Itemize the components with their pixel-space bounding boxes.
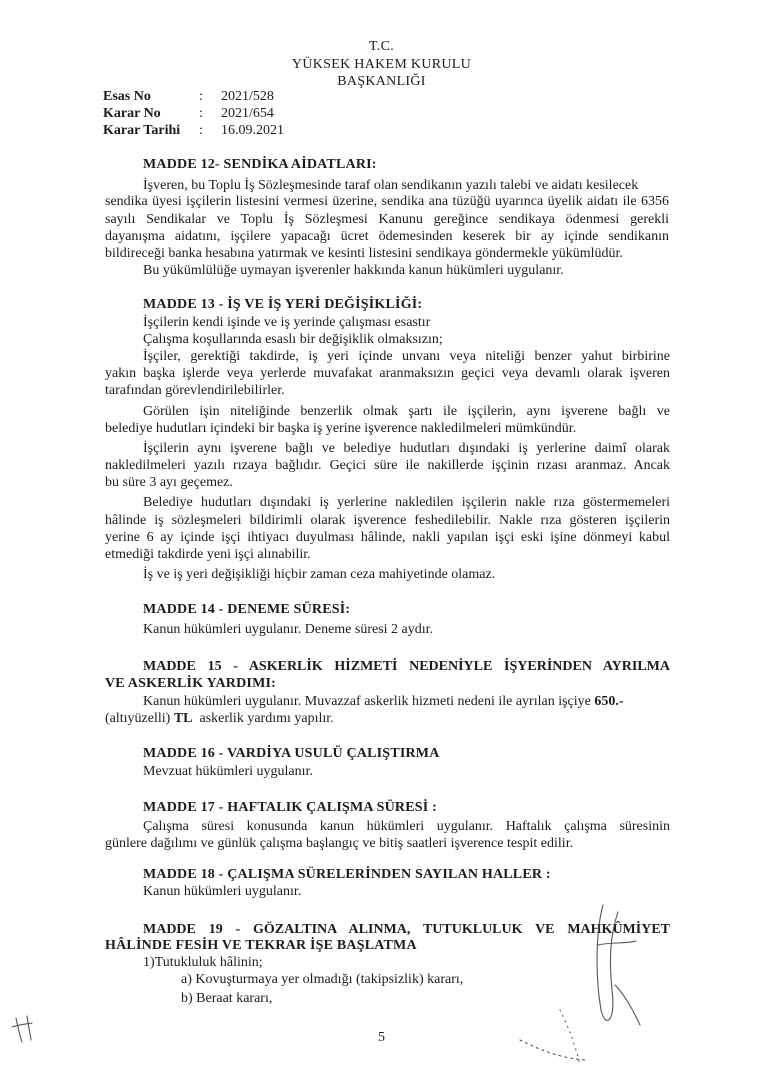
- article-15-text: Kanun hükümleri uygulanır. Muvazzaf askerlik hizmeti nedeni ile ayrılan işçiye: [143, 694, 595, 709]
- article-14-line: Kanun hükümleri uygulanır. Deneme süresi 2 aydır.: [143, 622, 434, 637]
- signature-stroke: [560, 1010, 580, 1065]
- article-15-title: MADDE 15 - ASKERLİK HİZMETİ NEDENİYLE İŞYERİNDEN AYRILMA: [143, 659, 670, 674]
- meta-key: Karar No: [103, 106, 161, 121]
- article-17-title: MADDE 17 - HAFTALIK ÇALIŞMA SÜRESİ :: [143, 800, 437, 815]
- article-15-text: (altıyüzelli): [105, 711, 174, 726]
- article-18-title: MADDE 18 - ÇALIŞMA SÜRELERİNDEN SAYILAN HALLER :: [143, 867, 551, 882]
- article-15-amount: 650.-: [594, 694, 624, 709]
- article-12-line: İşveren, bu Toplu İş Sözleşmesinde taraf olan sendikanın yazılı talebi ve aidatı kesilecek: [143, 178, 639, 193]
- article-19-line: 1)Tutukluluk hâlinin;: [143, 955, 263, 970]
- article-12-line: bildireceği banka hesabına yatırmak ve kesinti listesini sendikaya göndermekle yükümlüdür.: [105, 246, 623, 261]
- meta-value: 2021/528: [221, 89, 274, 104]
- meta-value: 2021/654: [221, 106, 274, 121]
- article-12-title: MADDE 12- SENDİKA AİDATLARI:: [143, 157, 377, 172]
- meta-sep: :: [199, 89, 203, 104]
- article-13-line: hâlinde iş sözleşmeleri bildirimli olarak işverence feshedilebilir. Nakle rıza gösteren işçilerin: [105, 513, 670, 528]
- meta-key: Esas No: [103, 89, 151, 104]
- article-13-line: Belediye hudutları dışındaki iş yerlerine nakledilen işçilerin nakle rıza göstermemeleri: [143, 495, 670, 510]
- article-15-currency: TL: [173, 711, 193, 726]
- article-19-title-cont: HÂLİNDE FESİH VE TEKRAR İŞE BAŞLATMA: [105, 938, 417, 953]
- article-17-line: günlere dağılımı ve günlük çalışma başlangıç ve bitiş saatleri işverence tespit edilir.: [105, 836, 574, 851]
- article-13-line: İşçiler, gerektiği takdirde, iş yeri içinde unvanı veya niteliği benzer yahut birbirine: [143, 349, 670, 364]
- initials-stroke: [12, 1016, 32, 1042]
- article-12-line: sendika üyesi işçilerin listesini vermesi üzerine, sendika ana tüzüğü uyarınca üyelik aidatı ile 6356: [105, 194, 669, 209]
- article-13-line: İşçilerin kendi işinde ve iş yerinde çalışması esastır: [143, 315, 431, 330]
- article-13-line: Çalışma koşullarında esaslı bir değişiklik olmaksızın;: [143, 332, 443, 347]
- header-office: BAŞKANLIĞI: [337, 74, 426, 89]
- signature-stroke: [597, 905, 618, 1020]
- article-12-line: sayılı Sendikalar ve Toplu İş Sözleşmesi Kanunu gereğince sendikaya ödenmesi gerekli: [105, 212, 669, 227]
- article-14-title: MADDE 14 - DENEME SÜRESİ:: [143, 602, 351, 617]
- signature-stroke: [520, 1040, 585, 1060]
- article-13-line: bu süre 3 ayı geçemez.: [105, 475, 233, 490]
- article-13-line: İşçilerin aynı işverene bağlı ve belediye hudutları dışındaki iş yerlerine daimî olarak: [143, 441, 670, 456]
- article-16-line: Mevzuat hükümleri uygulanır.: [143, 764, 313, 779]
- article-15-title-cont: VE ASKERLİK YARDIMI:: [105, 676, 276, 691]
- article-13-line: tarafından görevlendirilebilirler.: [105, 383, 285, 398]
- article-13-line: yerine 6 ay içinde işçi ihtiyacı duyulması hâlinde, nakli yapılan işçi eski işine dönmeyi kabul: [105, 530, 670, 545]
- article-15-text: askerlik yardımı yapılır.: [192, 711, 334, 726]
- article-19-title: MADDE 19 - GÖZALTINA ALINMA, TUTUKLULUK VE MAHKÛMİYET: [143, 922, 670, 937]
- article-18-line: Kanun hükümleri uygulanır.: [143, 884, 302, 899]
- article-19-item: b) Beraat kararı,: [181, 991, 273, 1006]
- meta-sep: :: [199, 106, 203, 121]
- article-13-line: İş ve iş yeri değişikliği hiçbir zaman ceza mahiyetinde olamaz.: [143, 567, 496, 582]
- article-13-title: MADDE 13 - İŞ VE İŞ YERİ DEĞİŞİKLİĞİ:: [143, 297, 423, 312]
- article-13-line: Görülen işin niteliğinde benzerlik olmak şartı ile işçilerin, aynı işverene bağlı ve: [143, 404, 670, 419]
- signature-stroke: [598, 941, 636, 945]
- meta-value: 16.09.2021: [221, 123, 284, 138]
- signature-stroke: [615, 985, 640, 1025]
- article-13-line: belediye hudutları içindeki bir başka iş yerine işverence nakledilmeleri mümkündür.: [105, 421, 577, 436]
- article-13-line: yakın başka işlerde veya yerlerde muvafakat aranmaksızın geçici veya devamlı olarak işveren: [105, 366, 670, 381]
- article-12-line: Bu yükümlülüğe uymayan işverenler hakkında kanun hükümleri uygulanır.: [143, 263, 564, 278]
- meta-sep: :: [199, 123, 203, 138]
- header-tc: T.C.: [368, 39, 395, 54]
- article-13-line: nakledilmeleri yazılı rızaya bağlıdır. Geçici süre ile nakillerde işçinin rızası aranmaz. Ancak: [105, 458, 670, 473]
- article-19-item: a) Kovuşturmaya yer olmadığı (takipsizlik) kararı,: [181, 972, 464, 987]
- article-16-title: MADDE 16 - VARDİYA USULÜ ÇALIŞTIRMA: [143, 746, 440, 761]
- article-17-line: Çalışma süresi konusunda kanun hükümleri uygulanır. Haftalık çalışma süresinin: [143, 819, 670, 834]
- article-12-line: dayanışma aidatını, işçilere yapacağı ücret ödemesinden keserek bir ay içinde sendikanın: [105, 229, 669, 244]
- page-number: 5: [378, 1030, 385, 1045]
- article-13-line: etmediği takdirde yeni işçi alınabilir.: [105, 547, 311, 562]
- meta-key: Karar Tarihi: [103, 123, 181, 138]
- header-institution: YÜKSEK HAKEM KURULU: [291, 57, 472, 72]
